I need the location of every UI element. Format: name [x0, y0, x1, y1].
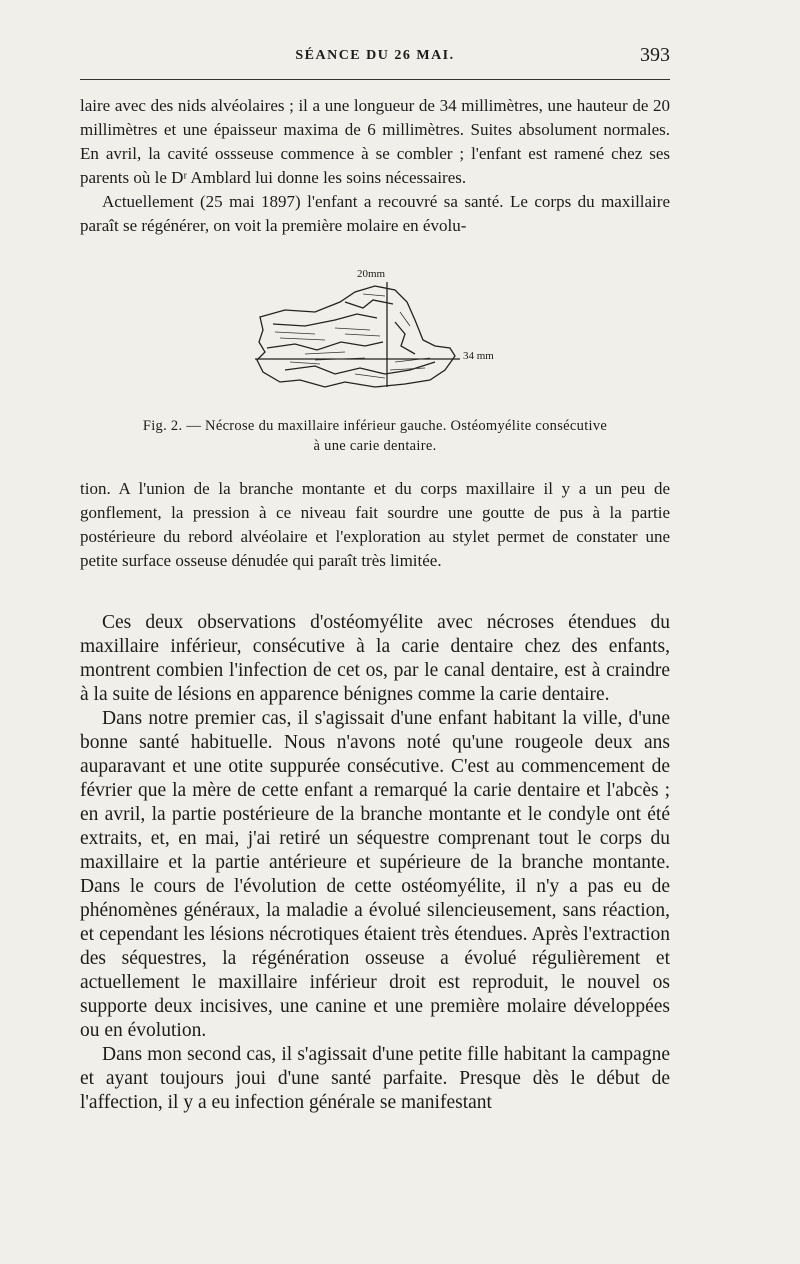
- paragraph: laire avec des nids alvéolaires ; il a une longueur de 34 millimètres, une hauteur de 20 millimètres et une épaisseur maxima de 6 millimètres. Suites absolument normales. En avril, la cavité ossseuse commence à se combler ; l'enfant est ramené chez ses parents où le Dʳ Amblard lui donne les soins nécessaires.: [80, 96, 670, 187]
- header-rule: [80, 79, 670, 80]
- body-paragraphs: [80, 611, 670, 1115]
- continuation-paragraph: [80, 477, 670, 573]
- intro-paragraphs: [80, 94, 670, 238]
- bone-sequestrum-drawing: [245, 262, 545, 404]
- figure-label-length: 34 mm: [463, 350, 494, 362]
- paragraph: Actuellement (25 mai 1897) l'enfant a recouvré sa santé. Le corps du maxillaire paraît se régénérer, on voit la première molaire en évolu-: [80, 192, 670, 235]
- running-header: [80, 44, 670, 72]
- figure-caption: [80, 416, 670, 456]
- figure-bone-sequestrum: [245, 262, 545, 404]
- page-number: 393: [640, 44, 670, 66]
- figure-label-height: 20mm: [357, 268, 386, 280]
- paragraph: tion. A l'union de la branche montante et du corps maxillaire il y a un peu de gonflement, la pression à ce niveau fait sourdre une goutte de pus à la partie postérieure du rebord alvéolaire et l'exploration au stylet permet de constater une petite surface osseuse dénudée qui paraît très limitée.: [80, 479, 670, 570]
- paragraph: Dans mon second cas, il s'agissait d'une petite fille habitant la campagne et ayant toujours joui d'une santé parfaite. Presque dès le début de l'affection, il y a eu infection générale se manifestant: [80, 1044, 670, 1113]
- paragraph: Ces deux observations d'ostéomyélite avec nécroses étendues du maxillaire inférieur, consécutive à la carie dentaire chez des enfants, montrent combien l'infection de cet os, par le canal dentaire, est à craindre à la suite de lésions en apparence bénignes comme la carie dentaire.: [80, 612, 670, 705]
- paragraph: Dans notre premier cas, il s'agissait d'une enfant habitant la ville, d'une bonne santé habituelle. Nous n'avons noté qu'une rougeole deux ans auparavant et une otite suppurée consécutive. C'est au commencement de février que la mère de cette enfant a remarqué la carie dentaire et l'abcès ; en avril, la partie postérieure de la branche montante et le condyle ont été extraits, et, en mai, j'ai retiré un séquestre comprenant tout le corps du maxillaire et la partie antérieure et supérieure de la branche montante. Dans le cours de l'évolution de cette ostéomyélite, il n'y a pas eu de phénomènes généraux, la maladie a évolué silencieusement, sans réaction, et cependant les lésions nécrotiques étaient très étendues. Après l'extraction des séquestres, la régénération osseuse a évolué régulièrement et actuellement le maxillaire inférieur droit est reproduit, le nouvel os supporte deux incisives, une canine et une première molaire développées ou en évolution.: [80, 708, 670, 1041]
- caption-line: Fig. 2. — Nécrose du maxillaire inférieur gauche. Ostéomyélite consécutive: [142, 418, 608, 434]
- header-title: SÉANCE DU 26 MAI.: [295, 48, 455, 63]
- caption-line: à une carie dentaire.: [313, 438, 437, 454]
